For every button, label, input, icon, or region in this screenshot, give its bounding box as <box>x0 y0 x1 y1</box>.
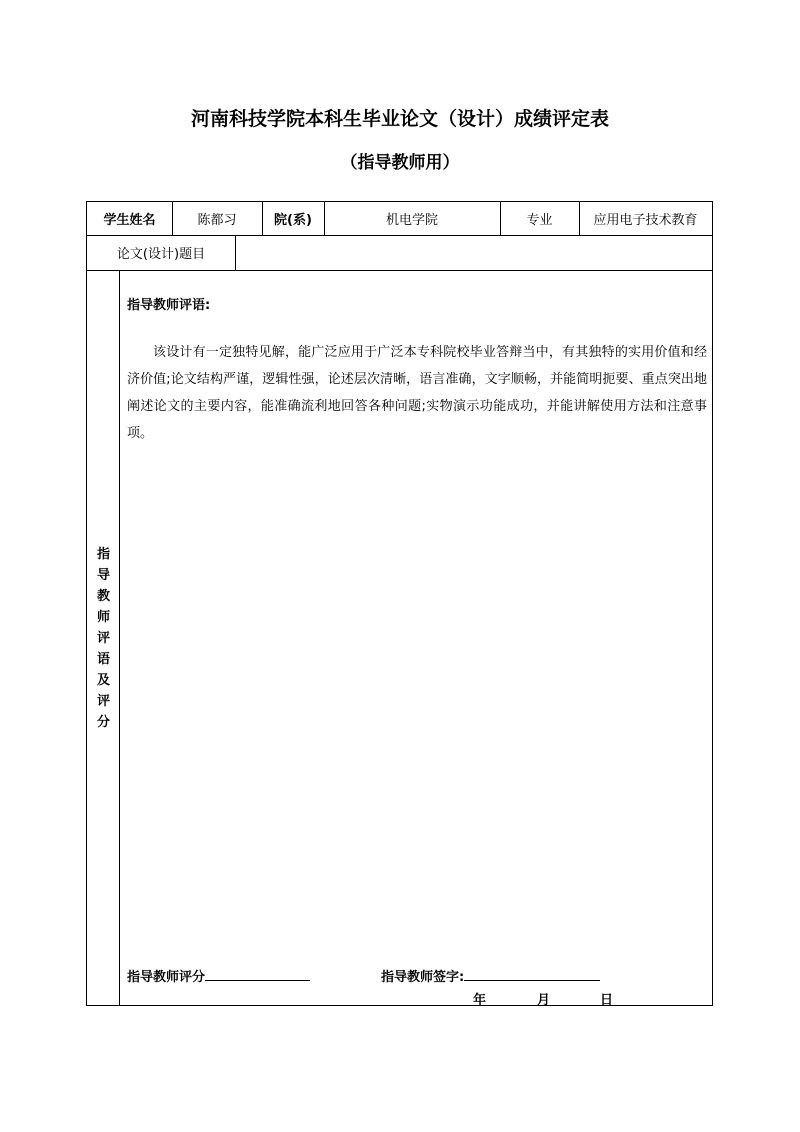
signature-line <box>381 966 600 985</box>
comment-heading: 指导教师评语: <box>127 298 211 313</box>
student-name-label: 学生姓名 <box>103 213 156 228</box>
department-label: 院(系) <box>274 213 312 228</box>
row-divider <box>87 270 712 271</box>
topic-field[interactable] <box>235 235 712 270</box>
side-label: 指导教师评语及评分 <box>96 546 110 730</box>
major-label: 专业 <box>526 213 553 228</box>
date-day: 日 <box>600 993 614 1008</box>
score-line <box>127 966 310 985</box>
evaluation-form <box>86 201 713 1006</box>
signature-blank[interactable] <box>464 968 600 981</box>
department-field[interactable]: 机电学院 <box>385 213 438 228</box>
page-title: 河南科技学院本科生毕业论文（设计）成绩评定表 <box>190 108 609 130</box>
page-subtitle: （指导教师用） <box>340 153 460 173</box>
date-year: 年 <box>473 993 487 1008</box>
side-label-cell <box>87 270 120 1006</box>
score-label: 指导教师评分 <box>127 970 206 985</box>
major-field[interactable]: 应用电子技术教育 <box>593 213 698 228</box>
date-month: 月 <box>537 993 551 1008</box>
score-blank[interactable] <box>205 968 310 981</box>
student-name-field[interactable]: 陈都习 <box>197 213 237 228</box>
topic-label: 论文(设计)题目 <box>116 247 206 262</box>
signature-label: 指导教师签字: <box>381 970 465 985</box>
comment-text[interactable]: 该设计有一定独特见解，能广泛应用于广泛本专科院校毕业答辩当中，有其独特的实用价值和经济价值;论文结构严谨，逻辑性强，论述层次清晰，语言准确，文字顺畅，并能简明扼要、重点突出地阐述论文的主要内容，能准确流利地回答各种问题;实物演示功能成功，并能讲解使用方法和注意事项。 <box>127 345 707 441</box>
